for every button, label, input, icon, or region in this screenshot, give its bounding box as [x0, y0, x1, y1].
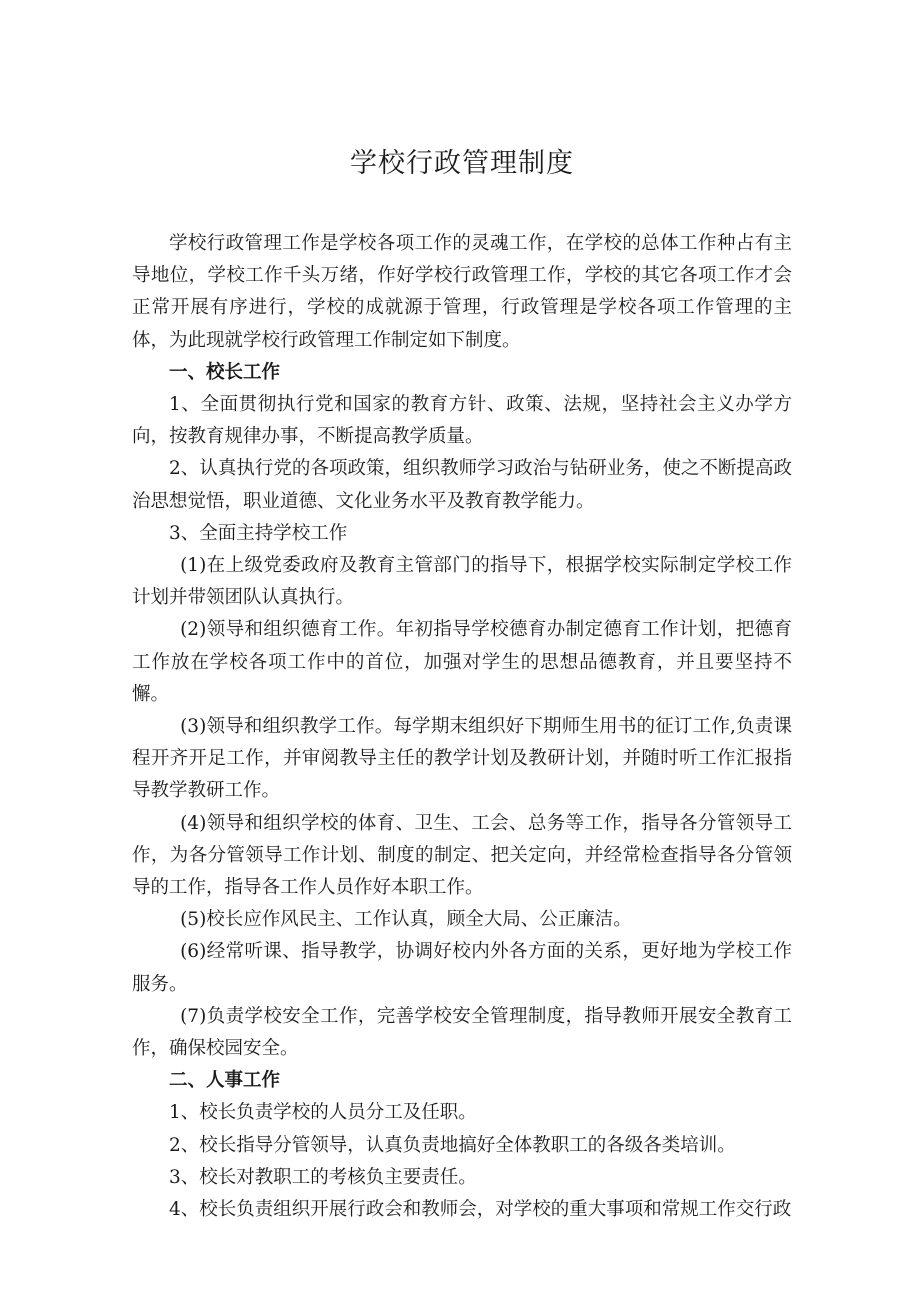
section-heading-personnel: 二、人事工作 [169, 1070, 281, 1092]
section2-item-2: 2、校长指导分管领导，认真负责地搞好全体教职工的各级各类培训。 [169, 1134, 736, 1156]
section-heading-principal: 一、校长工作 [169, 361, 281, 383]
section2-item-3: 3、校长对教职工的考核负主要责任。 [169, 1166, 477, 1188]
document-title: 学校行政管理制度 [350, 148, 574, 179]
document-page [132, 140, 792, 1226]
section1-item-2: 2、认真执行党的各项政策，组织教师学习政治与钻研业务，使之不断提高政治思想觉悟，职业道德、文化业务水平及教育教学能力。 [132, 458, 792, 512]
section2-item-4: 4、校长负责组织开展行政会和教师会，对学校的重大事项和常规工作交行政 [169, 1199, 792, 1221]
intro-paragraph: 学校行政管理工作是学校各项工作的灵魂工作，在学校的总体工作种占有主导地位，学校工作千头万绪，作好学校行政管理工作，学校的其它各项工作才会正常开展有序进行，学校的成就源于管理，行政管理是学校各项工作管理的主体，为此现就学校行政管理工作制定如下制度。 [132, 233, 792, 351]
section1-subitem-4: (4)领导和组织学校的体育、卫生、工会、总务等工作，指导各分管领导工作，为各分管领导工作计划、制度的制定、把关定向，并经常检查指导各分管领导的工作，指导各工作人员作好本职工作。 [132, 812, 792, 899]
section1-subitem-2: (2)领导和组织德育工作。年初指导学校德育办制定德育工作计划，把德育工作放在学校各项工作中的首位，加强对学生的思想品德教育，并且要坚持不懈。 [132, 619, 792, 705]
section1-subitem-1: (1)在上级党委政府及教育主管部门的指导下，根据学校实际制定学校工作计划并带领团队认真执行。 [132, 555, 792, 609]
section1-subitem-7: (7)负责学校安全工作，完善学校安全管理制度，指导教师开展安全教育工作，确保校园安全。 [132, 1005, 792, 1060]
section1-item-1: 1、全面贯彻执行党和国家的教育方针、政策、法规，坚持社会主义办学方向，按教育规律办事，不断提高教学质量。 [132, 394, 792, 448]
section1-subitem-6: (6)经常听课、指导教学，协调好校内外各方面的关系，更好地为学校工作服务。 [132, 941, 792, 995]
section1-subitem-5: (5)校长应作风民主、工作认真，顾全大局、公正廉洁。 [180, 909, 632, 931]
section1-item-3: 3、全面主持学校工作 [169, 522, 348, 544]
section1-subitem-3: (3)领导和组织教学工作。每学期末组织好下期师生用书的征订工作,负责课程开齐开足工作，并审阅教导主任的教学计划及教研计划，并随时听工作汇报指导教学教研工作。 [132, 716, 792, 802]
section2-item-1: 1、校长负责学校的人员分工及任职。 [169, 1102, 477, 1124]
